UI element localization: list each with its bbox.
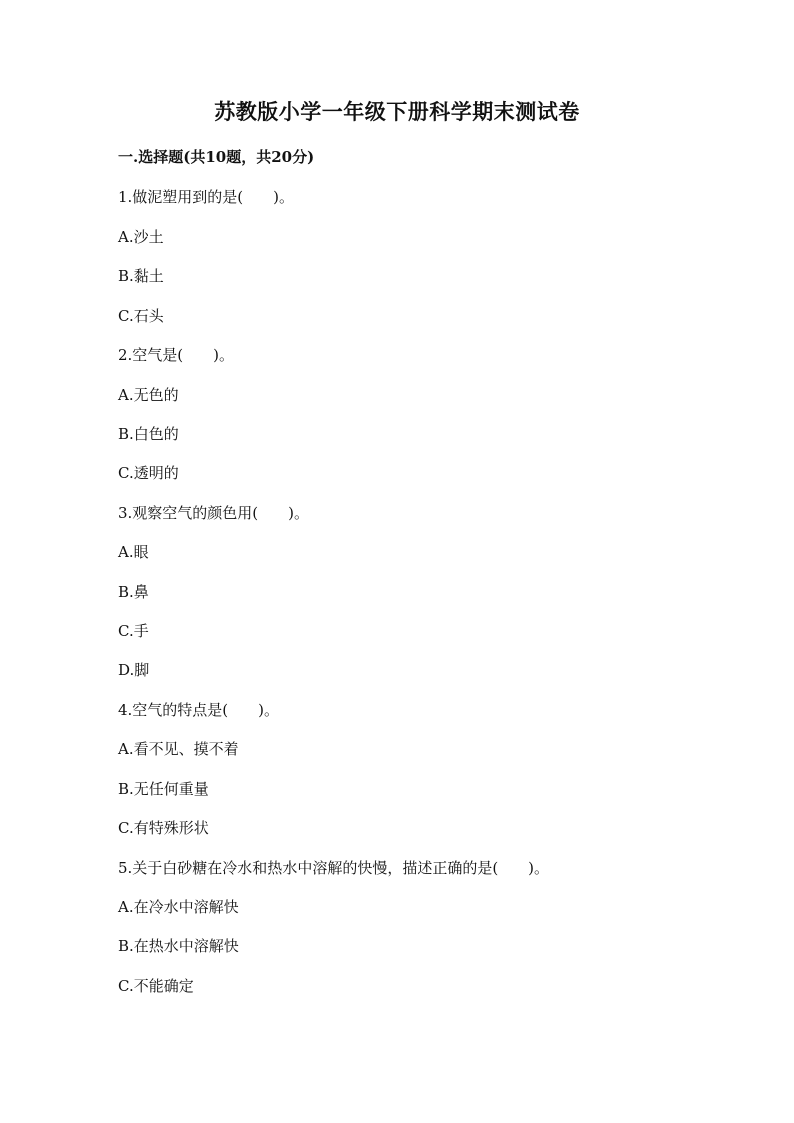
question-4-stem: 4.空气的特点是( )。 [118, 701, 280, 719]
question-3-stem: 3.观察空气的颜色用( )。 [118, 504, 310, 522]
question-3-option-d: D.脚 [118, 661, 150, 679]
question-2-option-a: A.无色的 [118, 386, 179, 404]
question-1-option-a: A.沙土 [118, 228, 164, 246]
question-4-option-b: B.无任何重量 [118, 780, 209, 798]
question-3-option-b: B.鼻 [118, 583, 149, 601]
question-2-option-c: C.透明的 [118, 464, 179, 482]
question-2-option-b: B.白色的 [118, 425, 179, 443]
question-5-stem: 5.关于白砂糖在冷水和热水中溶解的快慢，描述正确的是( )。 [118, 859, 550, 877]
page-title: 苏教版小学一年级下册科学期末测试卷 [214, 99, 580, 124]
section-heading: 一.选择题(共10题，共20分) [118, 148, 315, 166]
question-2-stem: 2.空气是( )。 [118, 346, 235, 364]
question-3-option-a: A.眼 [118, 543, 149, 561]
question-4-option-c: C.有特殊形状 [118, 819, 209, 837]
question-4-option-a: A.看不见、摸不着 [118, 740, 239, 758]
question-5-option-a: A.在冷水中溶解快 [118, 898, 239, 916]
question-1-stem: 1.做泥塑用到的是( )。 [118, 188, 295, 206]
question-5-option-c: C.不能确定 [118, 977, 194, 995]
question-1-option-b: B.黏土 [118, 267, 164, 285]
question-5-option-b: B.在热水中溶解快 [118, 937, 239, 955]
question-1-option-c: C.石头 [118, 307, 164, 325]
question-3-option-c: C.手 [118, 622, 149, 640]
